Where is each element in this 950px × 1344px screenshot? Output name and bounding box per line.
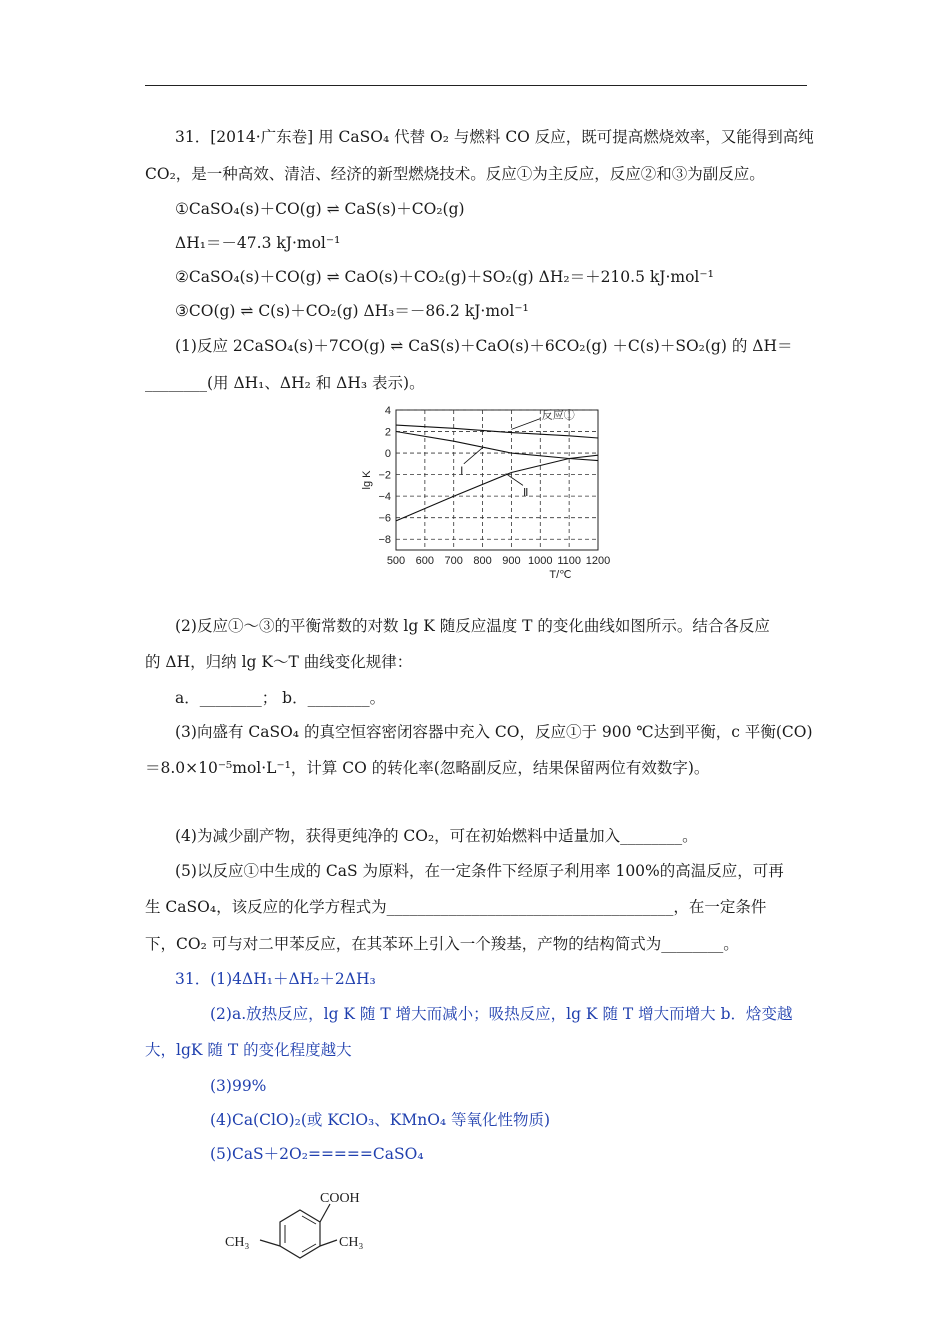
series-label-3: Ⅱ [522,486,529,499]
series-label-1: 反应① [541,409,575,422]
answer-1: 31．(1)4ΔH₁＋ΔH₂＋2ΔH₃ [175,970,376,988]
question-1-cont: ________(用 ΔH₁、ΔH₂ 和 ΔH₃ 表示)。 [145,374,425,392]
y-tick-label: −8 [378,534,391,547]
reaction-2: ②CaSO₄(s)＋CO(g) ⇌ CaO(s)＋CO₂(g)＋SO₂(g) ΔH₂＝＋210.5 kJ·mol⁻¹ [175,268,714,286]
question-intro-cont: CO₂，是一种高效、清洁、经济的新型燃烧技术。反应①为主反应，反应②和③为副反应。 [145,165,765,183]
series-label-2: Ⅰ [460,465,464,478]
question-5-cont: 生 CaSO₄，该反应的化学方程式为_____________________________________，在一定条件 [145,898,767,916]
y-tick-label: −2 [378,469,391,482]
question-5: (5)以反应①中生成的 CaS 为原料，在一定条件下经原子利用率 100%的高温反应，可再 [175,862,784,880]
answer-2: (2)a.放热反应，lg K 随 T 增大而减小；吸热反应，lg K 随 T 增大而增大 b．焓变越 [210,1005,793,1023]
reaction-1: ①CaSO₄(s)＋CO(g) ⇌ CaS(s)＋CO₂(g) [175,200,465,218]
answer-2-cont: 大，lgK 随 T 的变化程度越大 [145,1041,352,1059]
question-2-cont: 的 ΔH，归纳 lg K～T 曲线变化规律： [145,653,413,671]
answer-4: (4)Ca(ClO)₂(或 KClO₃、KMnO₄ 等氧化性物质) [210,1111,551,1129]
reaction-3: ③CO(g) ⇌ C(s)＋CO₂(g) ΔH₃＝－86.2 kJ·mol⁻¹ [175,302,529,320]
question-2: (2)反应①～③的平衡常数的对数 lg K 随反应温度 T 的变化曲线如图所示。结合各反应 [175,617,770,635]
y-axis-label: lg K [361,470,373,490]
ch3-left-label: CH₃ [225,1235,250,1250]
question-2-blanks: a．________； b．________。 [175,689,386,707]
y-tick-label: 0 [384,448,391,461]
label-pointer-2 [464,448,483,464]
x-tick-label: 800 [473,555,492,567]
question-intro: 31．[2014·广东卷] 用 CaSO₄ 代替 O₂ 与燃料 CO 反应，既可提高燃烧效率，又能得到高纯 [175,128,814,146]
answer-3: (3)99% [210,1077,267,1095]
structure-diagram [215,1180,385,1280]
y-tick-label: −4 [378,491,391,504]
question-3-cont: ＝8.0×10⁻⁵mol·L⁻¹，计算 CO 的转化率(忽略副反应，结果保留两位有效数字)。 [145,759,710,777]
chart-series [396,425,598,521]
lgk-temperature-chart [360,400,620,590]
question-1: (1)反应 2CaSO₄(s)＋7CO(g) ⇌ CaS(s)＋CaO(s)＋6CO₂(g) ＋C(s)＋SO₂(g) 的 ΔH＝ [175,337,793,355]
y-tick-label: 4 [384,405,391,417]
label-pointer-3 [506,474,523,486]
y-tick-label: 2 [384,426,391,439]
x-tick-label: 900 [502,555,521,567]
x-axis-label: T/℃ [549,569,572,581]
x-tick-label: 1000 [528,555,553,567]
question-4: (4)为减少副产物，获得更纯净的 CO₂，可在初始燃料中适量加入________。 [175,827,698,845]
x-tick-label: 600 [415,555,435,567]
question-5-cont2: 下，CO₂ 可与对二甲苯反应，在其苯环上引入一个羧基，产物的结构简式为________。 [145,935,739,953]
x-tick-label: 700 [444,555,463,567]
cooh-label: COOH [320,1191,360,1206]
reaction-1-enthalpy: ΔH₁＝－47.3 kJ·mol⁻¹ [175,234,341,252]
header-rule [145,85,807,86]
question-3: (3)向盛有 CaSO₄ 的真空恒容密闭容器中充入 CO，反应①于 900 ℃达到平衡，c 平衡(CO) [175,723,813,741]
series-line-3 [396,455,598,521]
x-tick-label: 1200 [585,555,611,567]
x-tick-label: 500 [386,555,406,567]
answer-5: (5)CaS＋2O₂=====CaSO₄ [210,1145,424,1163]
y-tick-label: −6 [378,512,391,525]
label-pointer-1 [511,419,540,430]
x-tick-label: 1100 [557,555,581,567]
ch3-right-label: CH₃ [339,1235,364,1250]
